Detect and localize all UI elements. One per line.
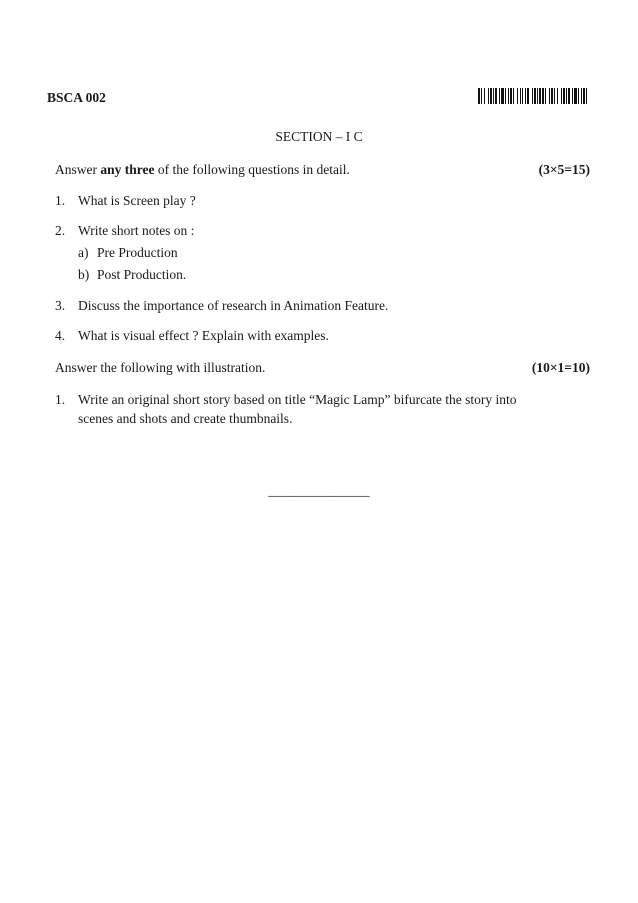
- part2-question-1-line2: scenes and shots and create thumbnails.: [78, 411, 293, 426]
- section-title: SECTION – I C: [275, 129, 363, 144]
- instruction-part2: Answer the following with illustration.: [55, 360, 266, 375]
- subitem-a-label: a): [78, 245, 89, 260]
- marks-part2: (10×1=10): [531, 360, 590, 375]
- instruction-post: of the following questions in detail.: [154, 162, 350, 177]
- barcode-image: [478, 88, 590, 104]
- subitem-a-text: Pre Production: [97, 245, 178, 260]
- part2-question-1-number: 1.: [55, 392, 66, 407]
- paper-code: BSCA 002: [47, 90, 106, 105]
- question-1-number: 1.: [55, 193, 66, 208]
- instruction-part1: [55, 162, 350, 178]
- question-3-text: Discuss the importance of research in Animation Feature.: [78, 298, 389, 313]
- question-2-number: 2.: [55, 223, 66, 238]
- question-3-number: 3.: [55, 298, 66, 313]
- part2-question-1-line1: Write an original short story based on title “Magic Lamp” bifurcate the story into: [78, 392, 517, 407]
- subitem-b-text: Post Production.: [97, 267, 187, 282]
- subitem-b-label: b): [78, 267, 90, 282]
- question-4-number: 4.: [55, 328, 66, 343]
- instruction-emphasis: any three: [100, 162, 155, 177]
- question-4-text: What is visual effect ? Explain with examples.: [78, 328, 329, 343]
- marks-part1: (3×5=15): [538, 162, 590, 177]
- question-2-text: Write short notes on :: [78, 223, 195, 238]
- question-1-text: What is Screen play ?: [78, 193, 196, 208]
- end-rule: _______________: [268, 483, 370, 498]
- instruction-pre: Answer: [55, 162, 101, 177]
